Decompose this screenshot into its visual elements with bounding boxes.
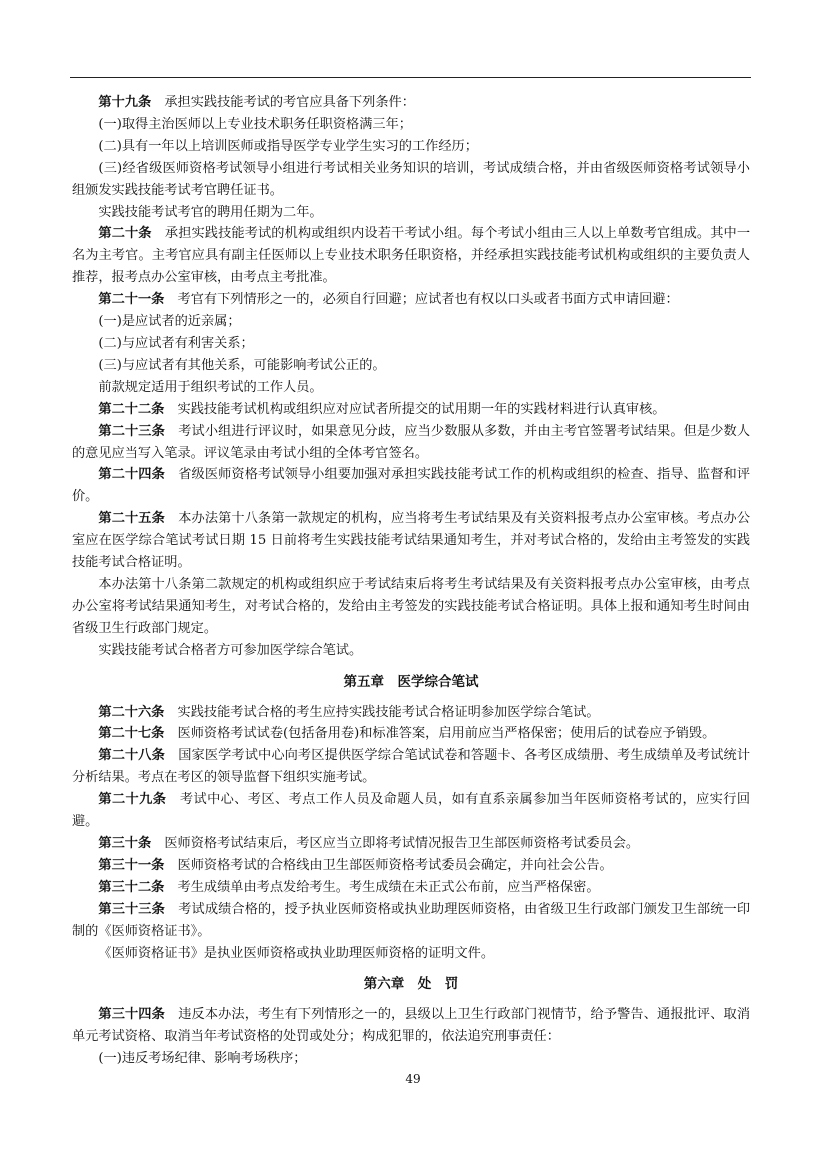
article-label: 第二十三条	[98, 423, 165, 439]
paragraph-text: (一)取得主治医师以上专业技术职务任职资格满三年；	[98, 116, 412, 132]
paragraph-text: 国家医学考试中心向考区提供医学综合笔试试卷和答题卡、各考区成绩册、考生成绩单及考试统计分析结果。考点在考区的领导监督下组织实施考试。	[72, 748, 751, 786]
chapter-5-heading: 第五章 医学综合笔试	[343, 673, 479, 690]
paragraph-text: 承担实践技能考试的机构或组织内设若干考试小组。每个考试小组由三人以上单数考官组成。其中一名为主考官。主考官应具有副主任医师以上专业技术职务任职资格，并经承担实践技能考试机构或组织的主要负责人推荐，报考点办公室审核，由考点主考批准。	[72, 226, 751, 286]
article-label: 第二十九条	[98, 792, 167, 808]
article-paragraph	[72, 92, 750, 114]
paragraph-text: 医师资格考试的合格线由卫生部医师资格考试委员会确定，并向社会公告。	[177, 857, 613, 873]
paragraph-text: 违反本办法，考生有下列情形之一的，县级以上卫生行政部门视情节，给予警告、通报批评、取消单元考试资格、取消当年考试资格的处罚或处分；构成犯罪的，依法追究刑事责任：	[72, 1007, 751, 1045]
paragraph-text: 实践技能考试合格的考生应持实践技能考试合格证明参加医学综合笔试。	[177, 704, 600, 720]
paragraph-text: 考试小组进行评议时，如果意见分歧，应当少数服从多数，并由主考官签署考试结果。但是少数人的意见应当写入笔录。评议笔录由考试小组的全体考官签名。	[72, 423, 751, 461]
article-label: 第三十二条	[98, 879, 165, 895]
paragraph-text: 实践技能考试合格者方可参加医学综合笔试。	[98, 642, 363, 658]
paragraph-text: 考试成绩合格的，授予执业医师资格或执业助理医师资格，由省级卫生行政部门颁发卫生部统一印制的《医师资格证书》。	[72, 901, 751, 939]
paragraph-text: (三)经省级医师资格考试领导小组进行考试相关业务知识的培训，考试成绩合格，并由省级医师资格考试领导小组颁发实践技能考试考官聘任证书。	[72, 160, 750, 198]
article-paragraph	[72, 223, 750, 289]
clause-paragraph	[72, 1048, 750, 1070]
clause-paragraph	[72, 202, 750, 224]
paragraph-text: (二)具有一年以上培训医师或指导医学专业学生实习的工作经历；	[98, 138, 478, 154]
article-label: 第二十七条	[98, 726, 165, 742]
paragraph-text: 实践技能考试机构或组织应对应试者所提交的试用期一年的实践材料进行认真审核。	[177, 401, 666, 417]
paragraph-text: 前款规定适用于组织考试的工作人员。	[98, 379, 323, 395]
paragraph-text: (二)与应试者有利害关系；	[98, 335, 254, 351]
article-paragraph	[72, 464, 750, 508]
chapter-6-heading: 第六章 处 罚	[363, 976, 459, 993]
article-paragraph	[72, 877, 750, 899]
article-label: 第二十条	[98, 226, 152, 242]
paragraph-text: 本办法第十八条第一款规定的机构，应当将考生考试结果及有关资料报考点办公室审核。考点办公室应在医学综合笔试考试日期 15 日前将考生实践技能考试结果通知考生，并对考试合格的，发给由主考签发的实践技能考试合格证明。	[72, 511, 751, 571]
paragraph-text: 承担实践技能考试的考官应具备下列条件：	[164, 95, 415, 110]
clause-paragraph	[72, 311, 750, 333]
clause-paragraph	[72, 114, 750, 136]
article-label: 第二十二条	[98, 401, 165, 417]
article-paragraph	[72, 399, 750, 421]
article-paragraph	[72, 833, 750, 855]
section-articles-26-33	[72, 702, 750, 965]
header-rule	[70, 77, 751, 78]
article-label: 第二十八条	[98, 748, 165, 764]
article-label: 第二十一条	[98, 292, 165, 308]
paragraph-text: (一)违反考场纪律、影响考场秩序；	[98, 1051, 307, 1067]
section-articles-19-25	[72, 92, 750, 662]
clause-paragraph	[72, 158, 750, 202]
article-label: 第二十五条	[98, 511, 165, 527]
page-number: 49	[405, 1072, 421, 1086]
clause-paragraph	[72, 640, 750, 662]
paragraph-text: 医师资格考试试卷(包括备用卷)和标准答案，启用前应当严格保密；使用后的试卷应予销毁。	[177, 726, 716, 742]
article-paragraph	[72, 723, 750, 745]
article-paragraph	[72, 789, 750, 833]
paragraph-text: 实践技能考试考官的聘用任期为二年。	[98, 204, 323, 220]
paragraph-text: 考试中心、考区、考点工作人员及命题人员，如有直系亲属参加当年医师资格考试的，应实行回避。	[72, 792, 751, 830]
paragraph-text: 省级医师资格考试领导小组要加强对承担实践技能考试工作的机构或组织的检查、指导、监督和评价。	[72, 467, 751, 505]
article-paragraph	[72, 421, 750, 465]
paragraph-text: 《医师资格证书》是执业医师资格或执业助理医师资格的证明文件。	[98, 945, 495, 961]
article-label: 第三十一条	[98, 857, 165, 873]
article-label: 第三十三条	[98, 901, 165, 917]
clause-paragraph	[72, 943, 750, 965]
article-paragraph	[72, 289, 750, 311]
clause-paragraph	[72, 574, 750, 640]
article-paragraph	[72, 702, 750, 724]
clause-paragraph	[72, 333, 750, 355]
paragraph-text: (三)与应试者有其他关系，可能影响考试公正的。	[98, 357, 386, 373]
article-paragraph	[72, 1004, 750, 1048]
article-label: 第三十条	[98, 836, 152, 851]
article-paragraph	[72, 899, 750, 943]
paragraph-text: 考生成绩单由考点发给考生。考生成绩在未正式公布前，应当严格保密。	[177, 879, 600, 895]
clause-paragraph	[72, 377, 750, 399]
article-paragraph	[72, 508, 750, 574]
clause-paragraph	[72, 355, 750, 377]
article-label: 第二十四条	[98, 467, 165, 483]
article-label: 第十九条	[98, 95, 152, 110]
article-paragraph	[72, 855, 750, 877]
paragraph-text: 本办法第十八条第二款规定的机构或组织应于考试结束后将考生考试结果及有关资料报考点办公室审核，由考点办公室将考试结果通知考生，对考试合格的，发给由主考签发的实践技能考试合格证明。具体上报和通知考生时间由省级卫生行政部门规定。	[72, 576, 750, 636]
clause-paragraph	[72, 136, 750, 158]
article-paragraph	[72, 745, 750, 789]
paragraph-text: (一)是应试者的近亲属；	[98, 314, 241, 330]
paragraph-text: 医师资格考试结束后，考区应当立即将考试情况报告卫生部医师资格考试委员会。	[164, 836, 640, 851]
paragraph-text: 考官有下列情形之一的，必须自行回避；应试者也有权以口头或者书面方式申请回避：	[177, 292, 679, 308]
article-label: 第三十四条	[98, 1007, 165, 1023]
article-label: 第二十六条	[98, 704, 165, 720]
section-article-34	[72, 1004, 750, 1070]
document-body	[72, 92, 750, 1070]
